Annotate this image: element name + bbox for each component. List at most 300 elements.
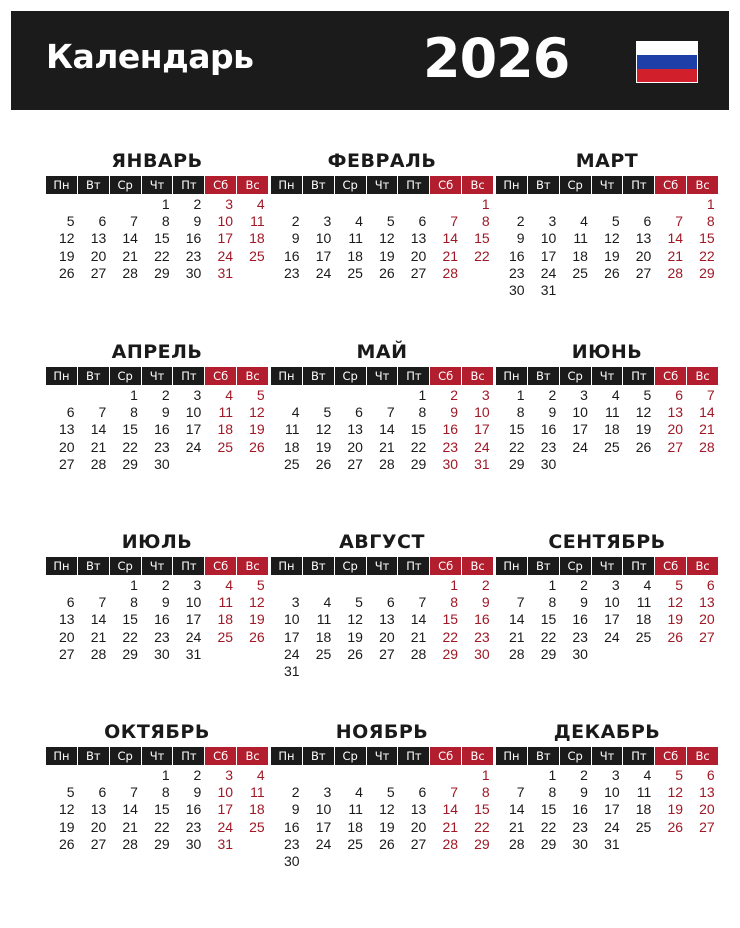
day-cell: 30	[154, 455, 170, 472]
weekday-label: Пн	[271, 367, 302, 385]
day-cell: 15	[154, 230, 170, 247]
month-name: ДЕКАБРЬ	[553, 721, 661, 743]
week-row	[496, 646, 718, 663]
day-cell: 10	[185, 594, 202, 611]
day-cell: 28	[90, 455, 107, 472]
day-cell: 7	[450, 784, 459, 801]
day-cell: 17	[474, 421, 490, 438]
day-cell: 6	[66, 594, 75, 611]
day-cell: 11	[348, 801, 363, 818]
day-cell: 16	[284, 247, 300, 264]
weekday-label: Чт	[367, 747, 398, 765]
day-cell: 23	[572, 628, 588, 645]
weekday-label: Ср	[110, 747, 141, 765]
day-cell: 10	[315, 801, 332, 818]
day-cell: 30	[509, 281, 525, 298]
month-name: ИЮЛЬ	[121, 531, 193, 553]
day-cell: 24	[315, 835, 332, 852]
week-row	[496, 421, 718, 438]
day-cell: 22	[509, 438, 525, 455]
empty-day	[109, 196, 138, 213]
day-cell: 22	[474, 818, 490, 835]
day-cell: 1	[418, 387, 427, 403]
day-cell: 19	[379, 818, 395, 835]
day-cell: 14	[410, 611, 427, 628]
empty-day	[78, 387, 107, 404]
weekday-label: Ср	[335, 176, 366, 194]
empty-day	[271, 387, 300, 404]
weekday-label: Ср	[560, 367, 591, 385]
week-row	[496, 836, 718, 853]
day-cell: 5	[256, 577, 265, 593]
day-cell: 8	[161, 784, 170, 801]
day-cell: 8	[706, 213, 715, 230]
weekday-label: Чт	[592, 747, 623, 765]
weekday-label: Пн	[496, 176, 527, 194]
day-cell: 19	[59, 818, 75, 835]
day-cell: 31	[540, 281, 557, 298]
empty-day	[271, 196, 300, 213]
day-cell: 2	[580, 767, 588, 783]
month-days	[46, 196, 268, 282]
weekday-header	[46, 747, 268, 765]
day-cell: 8	[481, 213, 490, 230]
day-cell: 20	[59, 438, 75, 455]
day-cell: 22	[540, 628, 557, 645]
empty-day	[46, 387, 75, 404]
weekday-label: Ср	[110, 176, 141, 194]
day-cell: 18	[217, 611, 234, 628]
weekday-label: Сб	[430, 367, 461, 385]
day-cell: 21	[699, 421, 715, 438]
day-cell: 2	[516, 213, 525, 230]
weekday-label: Пт	[173, 176, 204, 194]
weekday-label: Вс	[237, 747, 268, 765]
day-cell: 15	[122, 611, 138, 628]
day-cell: 26	[315, 455, 332, 472]
week-row	[271, 404, 493, 421]
day-cell: 1	[130, 577, 138, 593]
day-cell: 21	[122, 247, 138, 264]
day-cell: 20	[410, 818, 427, 835]
day-cell: 17	[604, 611, 620, 628]
week-row	[271, 629, 493, 646]
day-cell: 14	[90, 611, 107, 628]
month-name: АВГУСТ	[339, 531, 425, 553]
day-cell: 3	[323, 784, 332, 801]
month-block	[271, 148, 493, 282]
week-row	[496, 456, 718, 473]
day-cell: 16	[185, 801, 202, 818]
day-cell: 10	[217, 213, 234, 230]
day-cell: 8	[130, 404, 138, 421]
day-cell: 12	[347, 611, 363, 628]
day-cell: 12	[315, 421, 332, 438]
empty-day	[303, 196, 332, 213]
day-cell: 6	[418, 784, 427, 801]
weekday-label: Вс	[237, 367, 268, 385]
weekday-label: Вт	[78, 747, 109, 765]
day-cell: 30	[572, 645, 588, 662]
day-cell: 10	[604, 784, 620, 801]
day-cell: 9	[516, 230, 525, 247]
empty-day	[303, 767, 332, 784]
day-cell: 29	[474, 835, 490, 852]
weekday-label: Вс	[462, 557, 493, 575]
day-cell: 23	[284, 264, 300, 281]
day-cell: 3	[193, 577, 202, 593]
day-cell: 23	[509, 264, 525, 281]
empty-day	[236, 456, 265, 473]
day-cell: 19	[604, 247, 620, 264]
weekday-label: Ср	[335, 747, 366, 765]
week-row	[496, 611, 718, 628]
empty-day	[271, 767, 300, 784]
day-cell: 15	[474, 801, 490, 818]
day-cell: 29	[122, 455, 138, 472]
day-cell: 24	[315, 264, 332, 281]
weekday-label: Ср	[110, 557, 141, 575]
day-cell: 28	[442, 264, 459, 281]
day-cell: 29	[154, 264, 170, 281]
weekday-label: Чт	[142, 557, 173, 575]
empty-day	[334, 387, 363, 404]
week-row	[46, 767, 268, 784]
day-cell: 18	[217, 421, 234, 438]
day-cell: 18	[249, 230, 265, 247]
day-cell: 21	[90, 628, 107, 645]
day-cell: 21	[509, 818, 525, 835]
day-cell: 5	[256, 387, 265, 403]
week-row	[46, 196, 268, 213]
empty-day	[559, 456, 588, 473]
day-cell: 4	[643, 767, 652, 783]
day-cell: 8	[130, 594, 138, 611]
day-cell: 4	[256, 196, 265, 212]
day-cell: 8	[418, 404, 427, 421]
week-row	[496, 282, 718, 299]
day-cell: 2	[481, 577, 490, 593]
month-days	[271, 767, 493, 870]
day-cell: 26	[604, 264, 620, 281]
month-name: МАРТ	[575, 150, 639, 172]
weekday-label: Вт	[78, 367, 109, 385]
weekday-label: Пт	[398, 557, 429, 575]
month-block	[496, 339, 718, 473]
day-cell: 7	[675, 213, 684, 230]
weekday-label: Чт	[592, 367, 623, 385]
day-cell: 23	[572, 818, 588, 835]
month-days	[271, 577, 493, 680]
empty-day	[654, 646, 683, 663]
weekday-header	[496, 367, 718, 385]
week-row	[46, 784, 268, 801]
day-cell: 28	[667, 264, 684, 281]
empty-day	[303, 577, 332, 594]
weekday-label: Вт	[78, 557, 109, 575]
day-cell: 21	[667, 247, 684, 264]
day-cell: 11	[218, 594, 234, 611]
day-cell: 20	[699, 611, 715, 628]
empty-day	[461, 265, 490, 282]
day-cell: 25	[347, 835, 363, 852]
weekday-label: Пн	[496, 557, 527, 575]
weekday-label: Чт	[367, 176, 398, 194]
day-cell: 7	[386, 404, 395, 421]
day-cell: 25	[217, 628, 234, 645]
day-cell: 31	[217, 264, 234, 281]
weekday-label: Сб	[205, 367, 236, 385]
day-cell: 3	[225, 767, 234, 783]
day-cell: 14	[509, 611, 525, 628]
day-cell: 16	[185, 230, 202, 247]
day-cell: 16	[154, 421, 170, 438]
day-cell: 25	[284, 455, 300, 472]
day-cell: 7	[706, 387, 715, 403]
day-cell: 10	[474, 404, 490, 421]
empty-day	[398, 196, 427, 213]
day-cell: 4	[611, 387, 620, 403]
day-cell: 18	[347, 247, 363, 264]
weekday-label: Пн	[271, 747, 302, 765]
weekday-label: Вс	[687, 557, 718, 575]
day-cell: 10	[572, 404, 588, 421]
day-cell: 31	[185, 645, 202, 662]
empty-day	[46, 767, 75, 784]
day-cell: 3	[611, 767, 620, 783]
day-cell: 18	[249, 801, 265, 818]
day-cell: 24	[604, 628, 620, 645]
weekday-label: Ср	[560, 747, 591, 765]
weekday-label: Сб	[655, 176, 686, 194]
day-cell: 13	[347, 421, 363, 438]
month-days	[46, 577, 268, 663]
week-row	[271, 248, 493, 265]
day-cell: 16	[474, 611, 490, 628]
day-cell: 23	[185, 818, 202, 835]
empty-day	[303, 663, 332, 680]
empty-day	[654, 456, 683, 473]
day-cell: 15	[540, 611, 557, 628]
day-cell: 9	[291, 801, 300, 818]
day-cell: 6	[386, 594, 395, 611]
weekday-header	[496, 557, 718, 575]
week-row	[46, 404, 268, 421]
day-cell: 27	[410, 835, 427, 852]
month-block	[46, 529, 268, 663]
weekday-label: Чт	[367, 367, 398, 385]
empty-day	[623, 456, 652, 473]
weekday-label: Вс	[237, 557, 268, 575]
day-cell: 11	[636, 784, 652, 801]
empty-day	[303, 853, 332, 870]
month-days	[271, 387, 493, 473]
weekday-label: Чт	[142, 176, 173, 194]
day-cell: 22	[474, 247, 490, 264]
weekday-label: Чт	[592, 176, 623, 194]
day-cell: 2	[580, 577, 588, 593]
week-row	[271, 611, 493, 628]
day-cell: 16	[540, 421, 557, 438]
week-row	[271, 265, 493, 282]
day-cell: 23	[284, 835, 300, 852]
empty-day	[109, 767, 138, 784]
empty-day	[366, 577, 395, 594]
day-cell: 2	[548, 387, 557, 403]
weekday-label: Вс	[687, 747, 718, 765]
day-cell: 15	[509, 421, 525, 438]
weekday-label: Сб	[205, 557, 236, 575]
day-cell: 19	[667, 801, 684, 818]
day-cell: 4	[643, 577, 652, 593]
day-cell: 25	[572, 264, 588, 281]
day-cell: 26	[59, 264, 75, 281]
day-cell: 8	[450, 594, 459, 611]
day-cell: 29	[154, 835, 170, 852]
day-cell: 28	[509, 645, 525, 662]
month-days	[496, 577, 718, 663]
empty-day	[591, 282, 620, 299]
day-cell: 17	[315, 247, 332, 264]
empty-day	[236, 265, 265, 282]
week-row	[46, 646, 268, 663]
weekday-label: Вт	[528, 176, 559, 194]
week-row	[496, 387, 718, 404]
day-cell: 9	[481, 594, 490, 611]
week-row	[46, 456, 268, 473]
empty-day	[461, 853, 490, 870]
month-block	[271, 719, 493, 870]
week-row	[271, 439, 493, 456]
day-cell: 26	[347, 645, 363, 662]
day-cell: 5	[675, 577, 684, 593]
calendar-header	[11, 11, 729, 110]
day-cell: 31	[217, 835, 234, 852]
day-cell: 12	[249, 404, 265, 421]
day-cell: 17	[217, 230, 234, 247]
week-row	[496, 577, 718, 594]
day-cell: 4	[225, 387, 234, 403]
month-block	[46, 719, 268, 853]
day-cell: 1	[548, 767, 557, 783]
day-cell: 3	[291, 594, 300, 611]
weekday-header	[271, 747, 493, 765]
day-cell: 28	[122, 835, 138, 852]
day-cell: 9	[580, 594, 588, 611]
day-cell: 3	[611, 577, 620, 593]
weekday-label: Пн	[496, 367, 527, 385]
day-cell: 12	[667, 594, 684, 611]
day-cell: 26	[59, 835, 75, 852]
day-cell: 2	[161, 577, 170, 593]
day-cell: 13	[59, 611, 75, 628]
day-cell: 22	[699, 247, 715, 264]
month-days	[496, 387, 718, 473]
day-cell: 24	[604, 818, 620, 835]
day-cell: 12	[249, 594, 265, 611]
day-cell: 9	[580, 784, 588, 801]
weekday-label: Сб	[655, 367, 686, 385]
day-cell: 27	[59, 455, 75, 472]
day-cell: 21	[442, 818, 459, 835]
empty-day	[204, 456, 233, 473]
empty-day	[46, 577, 75, 594]
week-row	[271, 230, 493, 247]
day-cell: 9	[548, 404, 557, 421]
empty-day	[623, 836, 652, 853]
day-cell: 26	[379, 835, 395, 852]
empty-day	[366, 387, 395, 404]
calendar-title: Календарь	[46, 37, 254, 76]
weekday-label: Ср	[335, 557, 366, 575]
day-cell: 17	[572, 421, 588, 438]
day-cell: 18	[572, 247, 588, 264]
day-cell: 5	[355, 594, 363, 611]
day-cell: 2	[161, 387, 170, 403]
empty-day	[686, 836, 715, 853]
day-cell: 11	[573, 230, 588, 247]
week-row	[46, 248, 268, 265]
empty-day	[496, 577, 525, 594]
day-cell: 21	[122, 818, 138, 835]
day-cell: 13	[635, 230, 652, 247]
day-cell: 11	[636, 594, 652, 611]
day-cell: 7	[516, 594, 525, 611]
empty-day	[686, 282, 715, 299]
weekday-label: Пн	[271, 557, 302, 575]
week-row	[271, 456, 493, 473]
empty-day	[429, 663, 458, 680]
empty-day	[429, 767, 458, 784]
day-cell: 28	[509, 835, 525, 852]
day-cell: 2	[193, 196, 202, 212]
weekday-header	[46, 176, 268, 194]
week-row	[271, 784, 493, 801]
day-cell: 19	[667, 611, 684, 628]
empty-day	[429, 853, 458, 870]
week-row	[46, 387, 268, 404]
day-cell: 11	[285, 421, 300, 438]
week-row	[271, 213, 493, 230]
week-row	[496, 439, 718, 456]
day-cell: 29	[540, 835, 557, 852]
empty-day	[461, 663, 490, 680]
day-cell: 1	[450, 577, 459, 593]
weekday-label: Пн	[496, 747, 527, 765]
day-cell: 14	[90, 421, 107, 438]
empty-day	[559, 282, 588, 299]
week-row	[496, 248, 718, 265]
day-cell: 14	[442, 801, 459, 818]
empty-day	[78, 196, 107, 213]
weekday-label: Пн	[46, 557, 77, 575]
day-cell: 31	[284, 662, 300, 679]
day-cell: 19	[249, 421, 265, 438]
weekday-label: Пн	[46, 176, 77, 194]
flag-stripe-blue	[637, 55, 697, 68]
day-cell: 3	[225, 196, 234, 212]
empty-day	[204, 646, 233, 663]
day-cell: 24	[185, 628, 202, 645]
week-row	[496, 784, 718, 801]
weekday-label: Чт	[142, 367, 173, 385]
weekday-label: Сб	[205, 747, 236, 765]
day-cell: 14	[509, 801, 525, 818]
day-cell: 15	[154, 801, 170, 818]
week-row	[271, 577, 493, 594]
russia-flag-icon	[636, 41, 698, 83]
empty-day	[398, 663, 427, 680]
